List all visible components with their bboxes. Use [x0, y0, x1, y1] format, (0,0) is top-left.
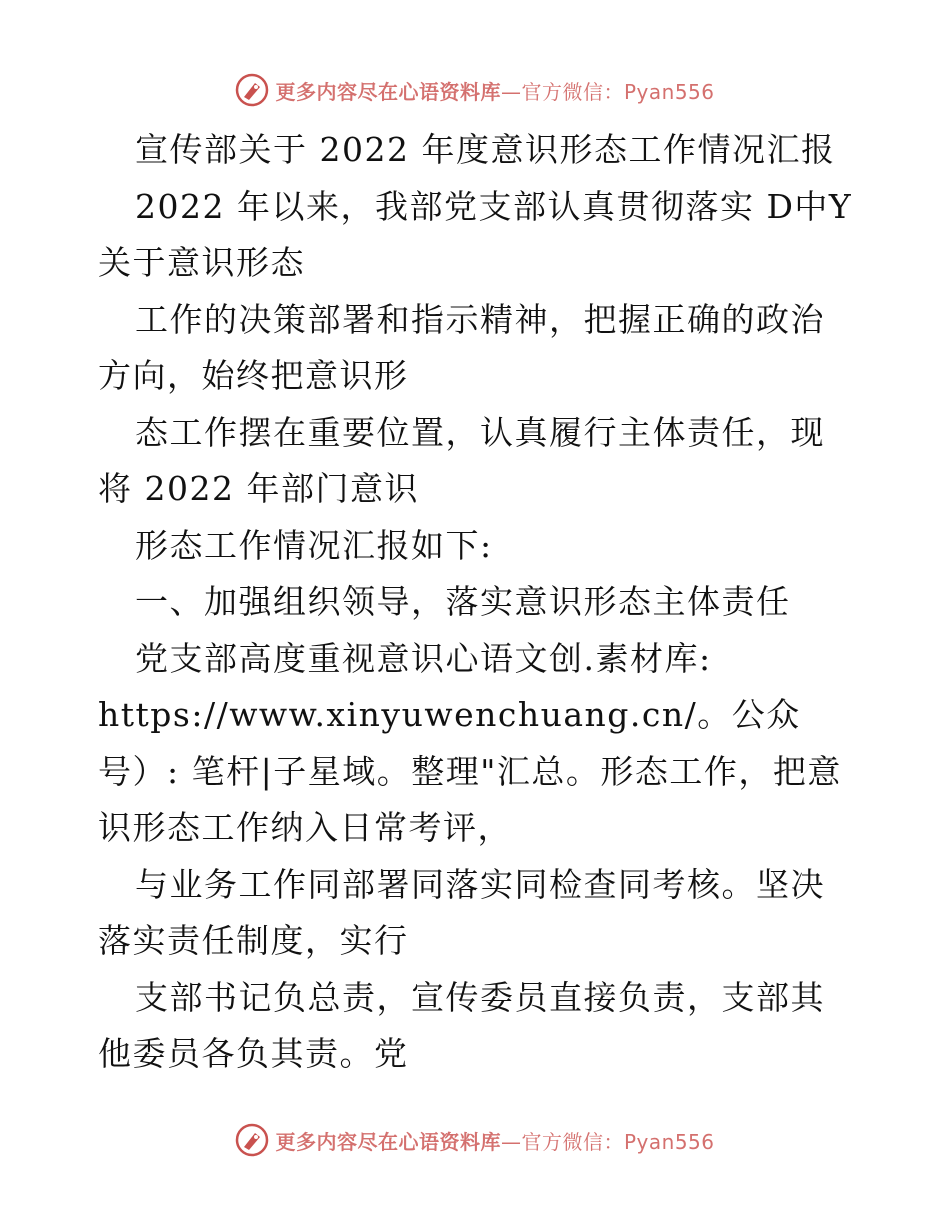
- section-heading-1: 一、加强组织领导，落实意识形态主体责任: [135, 582, 791, 621]
- pen-nib-seal-icon: [235, 1123, 269, 1157]
- watermark-separator: —官方微信：: [500, 1129, 624, 1154]
- watermark-wechat-id: Pyan556: [623, 79, 715, 104]
- watermark-text: [275, 76, 714, 105]
- document-title: 宣传部关于 2022 年度意识形态工作情况汇报: [135, 130, 836, 169]
- paragraph-7: 支部书记负总责，宣传委员直接负责，支部其他委员各负其责。党: [98, 977, 825, 1073]
- watermark-text: [275, 1126, 714, 1155]
- paragraph-5: 党支部高度重视意识心语文创.素材库:: [135, 638, 712, 678]
- watermark-separator: —官方微信：: [500, 79, 624, 104]
- paragraph-2: 工作的决策部署和指示精神，把握正确的政治方向，始终把意识形: [98, 299, 825, 395]
- paragraph-4: 形态工作情况汇报如下:: [135, 525, 493, 565]
- pen-nib-seal-icon: [235, 73, 269, 107]
- header-watermark-banner: [0, 70, 950, 110]
- paragraph-5-cont: https://www.xinyuwenchuang.cn/。公众号）: 笔杆|子星域。整理"汇总。形态工作，把意识形态工作纳入日常考评，: [98, 695, 842, 847]
- paragraph-1: 2022 年以来，我部党支部认真贯彻落实 D中Y: [135, 186, 853, 226]
- watermark-wechat-id: Pyan556: [623, 1129, 715, 1154]
- document-body: [98, 122, 858, 1083]
- footer-watermark-banner: [0, 1120, 950, 1160]
- paragraph-3: 态工作摆在重要位置，认真履行主体责任，现将 2022 年部门意识: [98, 412, 825, 508]
- paragraph-1-cont: 关于意识形态: [98, 243, 305, 282]
- watermark-brand: 更多内容尽在心语资料库: [275, 1129, 501, 1154]
- watermark-brand: 更多内容尽在心语资料库: [275, 79, 501, 104]
- paragraph-6: 与业务工作同部署同落实同检查同考核。坚决落实责任制度，实行: [98, 864, 825, 960]
